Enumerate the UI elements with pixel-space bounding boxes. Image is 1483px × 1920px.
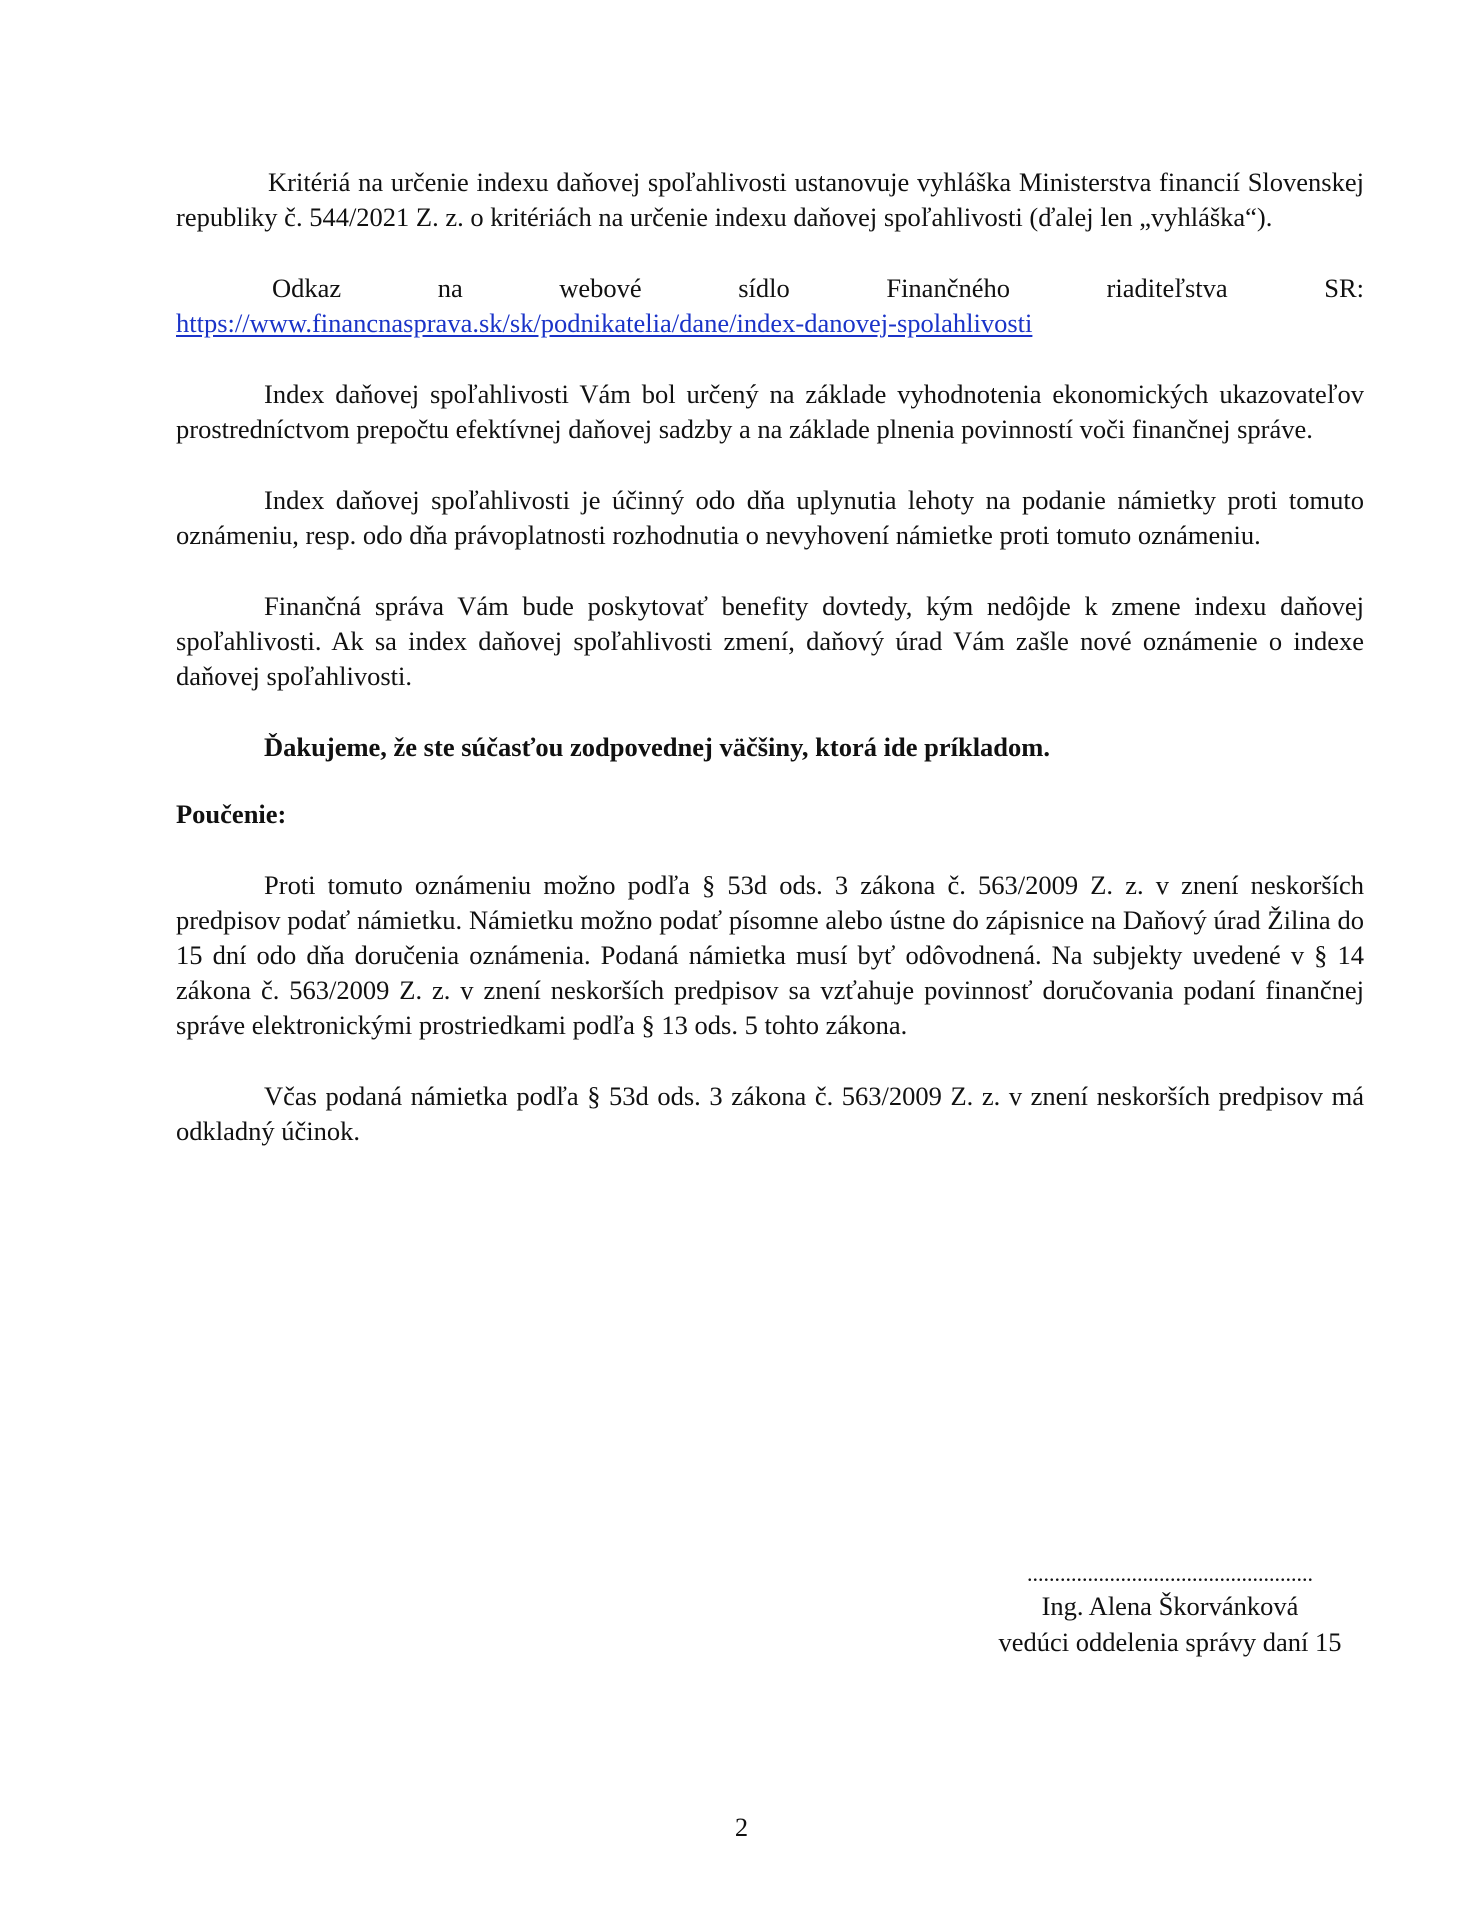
suspensive-effect-paragraph: Včas podaná námietka podľa § 53d ods. 3 zákona č. 563/2009 Z. z. v znení neskorších predpisov má odkladný účinok.	[176, 1081, 1364, 1146]
determined-paragraph: Index daňovej spoľahlivosti Vám bol určený na základe vyhodnotenia ekonomických ukazovateľov prostredníctvom prepočtu efektívnej daňovej sadzby a na základe plnenia povinností voči finančnej správe.	[176, 379, 1364, 444]
signature-line: ....................................................	[1027, 1561, 1313, 1586]
instruction-heading: Poučenie:	[176, 799, 287, 829]
page-number: 2	[734, 1812, 749, 1842]
signature-block	[960, 1560, 1380, 1660]
document-body	[176, 165, 1364, 1149]
financna-sprava-link[interactable]: https://www.financnasprava.sk/sk/podnikatelia/dane/index-danovej-spolahlivosti	[176, 308, 1033, 338]
link-paragraph	[176, 271, 1364, 341]
thanks-paragraph: Ďakujeme, že ste súčasťou zodpovednej väčšiny, ktorá ide príkladom.	[264, 732, 1050, 762]
criteria-paragraph: Kritériá na určenie indexu daňovej spoľahlivosti ustanovuje vyhláška Ministerstva financií Slovenskej republiky č. 544/2021 Z. z. o kritériách na určenie indexu daňovej spoľahlivosti (ďalej len „vyhláška“).	[176, 167, 1364, 232]
signatory-title: vedúci oddelenia správy daní 15	[998, 1627, 1342, 1657]
signatory-name: Ing. Alena Škorvánková	[1041, 1591, 1299, 1621]
benefits-paragraph: Finančná správa Vám bude poskytovať benefity dovtedy, kým nedôjde k zmene indexu daňovej spoľahlivosti. Ak sa index daňovej spoľahlivosti zmení, daňový úrad Vám zašle nové oznámenie o indexe daňovej spoľahlivosti.	[176, 591, 1364, 691]
link-intro-text: Odkaz na webové sídlo Finančného riaditeľstva SR:	[272, 273, 1364, 303]
effective-paragraph: Index daňovej spoľahlivosti je účinný odo dňa uplynutia lehoty na podanie námietky proti tomuto oznámeniu, resp. odo dňa právoplatnosti rozhodnutia o nevyhovení námietke proti tomuto oznámeniu.	[176, 485, 1364, 550]
objection-paragraph: Proti tomuto oznámeniu možno podľa § 53d ods. 3 zákona č. 563/2009 Z. z. v znení neskorších predpisov podať námietku. Námietku možno podať písomne alebo ústne do zápisnice na Daňový úrad Žilina do 15 dní odo dňa doručenia oznámenia. Podaná námietka musí byť odôvodnená. Na subjekty uvedené v § 14 zákona č. 563/2009 Z. z. v znení neskorších predpisov sa vzťahuje povinnosť doručovania podaní finančnej správe elektronickými prostriedkami podľa § 13 ods. 5 tohto zákona.	[176, 870, 1364, 1040]
